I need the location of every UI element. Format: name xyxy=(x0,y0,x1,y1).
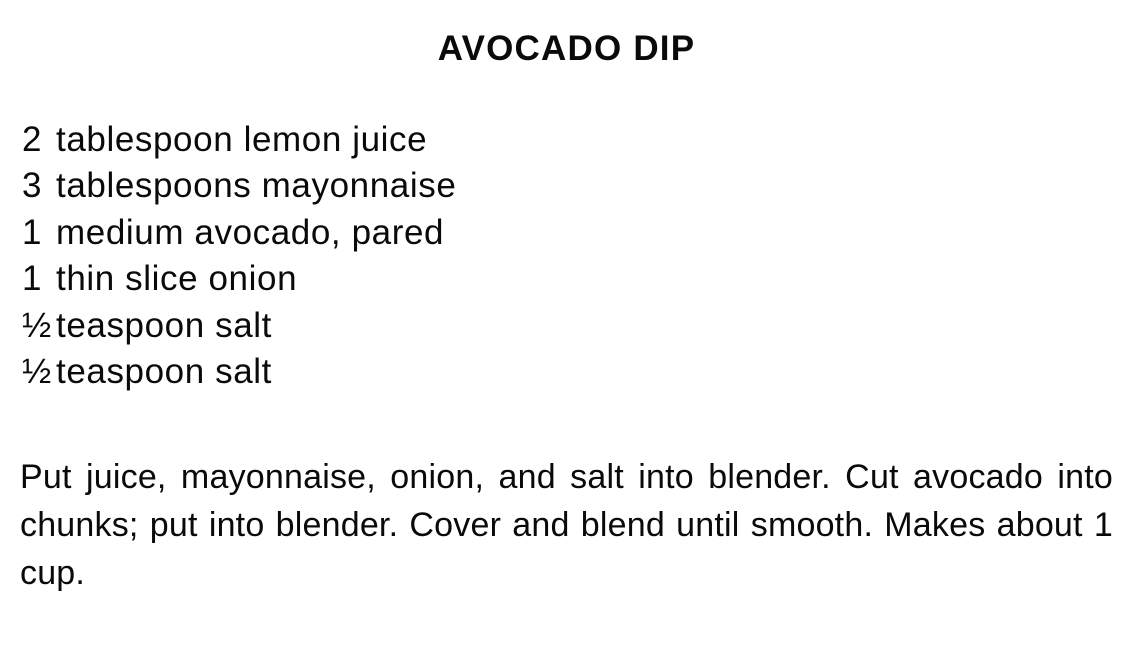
ingredient-quantity: ½ xyxy=(22,352,52,391)
ingredient-text: tablespoon lemon juice xyxy=(56,119,428,159)
list-item xyxy=(22,163,1115,210)
ingredient-text: tablespoons mayonnaise xyxy=(56,166,457,205)
list-item xyxy=(22,117,1115,164)
ingredient-text: teaspoon salt xyxy=(56,305,273,345)
instructions-paragraph xyxy=(18,453,1115,597)
ingredient-text: thin slice onion xyxy=(56,259,298,298)
ingredient-quantity: 1 xyxy=(22,212,42,252)
list-item xyxy=(22,256,1115,303)
ingredient-list xyxy=(18,117,1115,396)
list-item xyxy=(22,349,1115,396)
ingredient-text: medium avocado, pared xyxy=(56,212,445,252)
list-item xyxy=(22,303,1115,350)
page-title: AVOCADO DIP xyxy=(437,29,696,68)
recipe-card xyxy=(0,30,1133,659)
instructions-text: Put juice, mayonnaise, onion, and salt into blender. Cut avocado into chunks; put into blender. Cover and blend until smooth. Makes about 1 cup. xyxy=(20,457,1113,592)
ingredient-quantity: 1 xyxy=(22,259,42,298)
list-item xyxy=(22,210,1115,257)
ingredient-quantity: 3 xyxy=(22,166,42,205)
ingredient-quantity: ½ xyxy=(22,305,52,345)
ingredient-text: teaspoon salt xyxy=(56,352,273,391)
ingredient-quantity: 2 xyxy=(22,119,42,159)
